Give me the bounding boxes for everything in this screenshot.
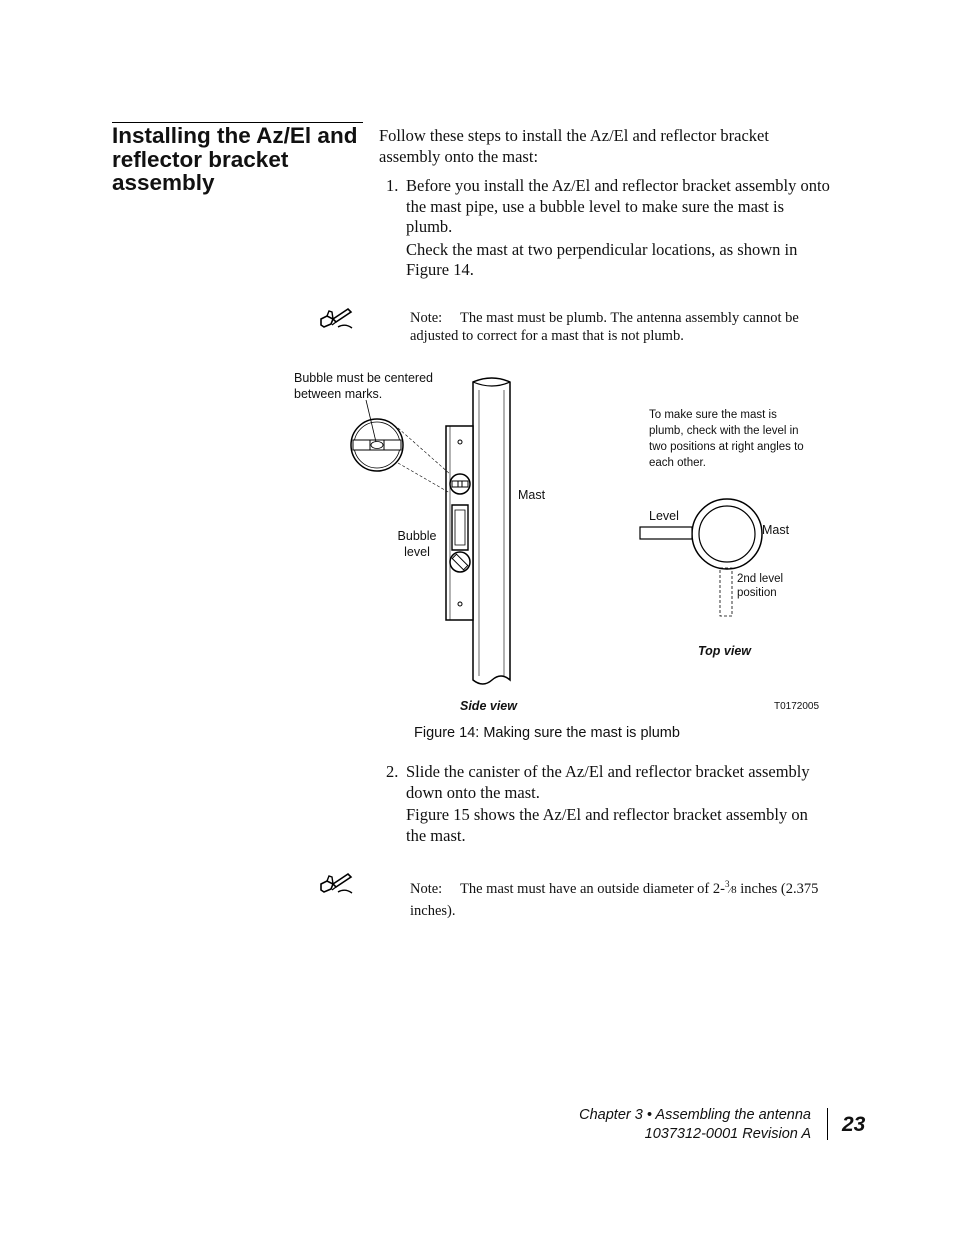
fraction-denominator: 8: [731, 883, 737, 896]
top-view-mast-label: Mast: [762, 523, 790, 537]
footer-rule: [827, 1108, 828, 1140]
level-label: Level: [649, 509, 679, 523]
mast-pipe: [473, 378, 510, 684]
page-number: 23: [842, 1113, 866, 1136]
figure-caption: Figure 14: Making sure the mast is plumb: [414, 725, 680, 741]
intro-paragraph: Follow these steps to install the Az/El and reflector bracket assembly onto the mast:: [379, 126, 769, 166]
top-view-level: [640, 527, 692, 539]
note-2: Note: The mast must have an outside diameter of 2-$^3$⁄8 inches (2.375 inches).: [410, 879, 819, 919]
top-view-label: Top view: [698, 644, 752, 658]
second-level-position: [720, 568, 732, 616]
step-paragraph: Figure 15 shows the Az/El and reflector bracket assembly on the mast.: [406, 805, 808, 845]
note-text: The mast must be plumb. The antenna assembly cannot be adjusted to correct for a mast that is not plumb.: [410, 310, 799, 344]
mast-label: Mast: [518, 488, 546, 502]
page-footer: [579, 1106, 811, 1144]
figure-14: [280, 360, 840, 720]
document-revision: 1037312-0001 Revision A: [644, 1126, 811, 1142]
step-paragraph: Check the mast at two perpendicular locations, as shown in Figure 14.: [406, 239, 798, 279]
note-text-end: inches (2.375 inches).: [410, 880, 819, 919]
step-paragraph: Before you install the Az/El and reflector bracket assembly onto the mast pipe, use a bubble level to make sure the mast is plumb.: [406, 176, 830, 236]
note-text: The mast must have an outside diameter of 2-: [460, 880, 725, 897]
fraction-numerator: 3: [724, 879, 730, 889]
step-number: 2.: [386, 762, 399, 781]
side-view-label: Side view: [460, 699, 517, 713]
writing-hand-note-icon: [318, 306, 356, 332]
bubble-note: Bubble must be centered between marks.: [294, 371, 433, 401]
step-number: 1.: [386, 176, 399, 195]
section-heading: Installing the Az/El and reflector bracket assembly: [112, 123, 358, 195]
figure-id: T0172005: [774, 701, 820, 712]
second-level-label: 2nd level position: [737, 573, 784, 599]
note-label: Note:: [410, 310, 443, 326]
step-paragraph: Slide the canister of the Az/El and reflector bracket assembly down onto the mast.: [406, 762, 810, 802]
step-2: [386, 762, 831, 848]
bubble-level-label: Bubble level: [397, 529, 437, 559]
top-view-note: To make sure the mast is plumb, check with the level in two positions at right angles to each other.: [649, 409, 804, 469]
note-label: Note:: [410, 880, 443, 897]
note-1: [410, 309, 830, 345]
chapter-title: Chapter 3 • Assembling the antenna: [579, 1107, 811, 1123]
writing-hand-note-icon: [318, 871, 356, 897]
step-1: [386, 176, 831, 283]
